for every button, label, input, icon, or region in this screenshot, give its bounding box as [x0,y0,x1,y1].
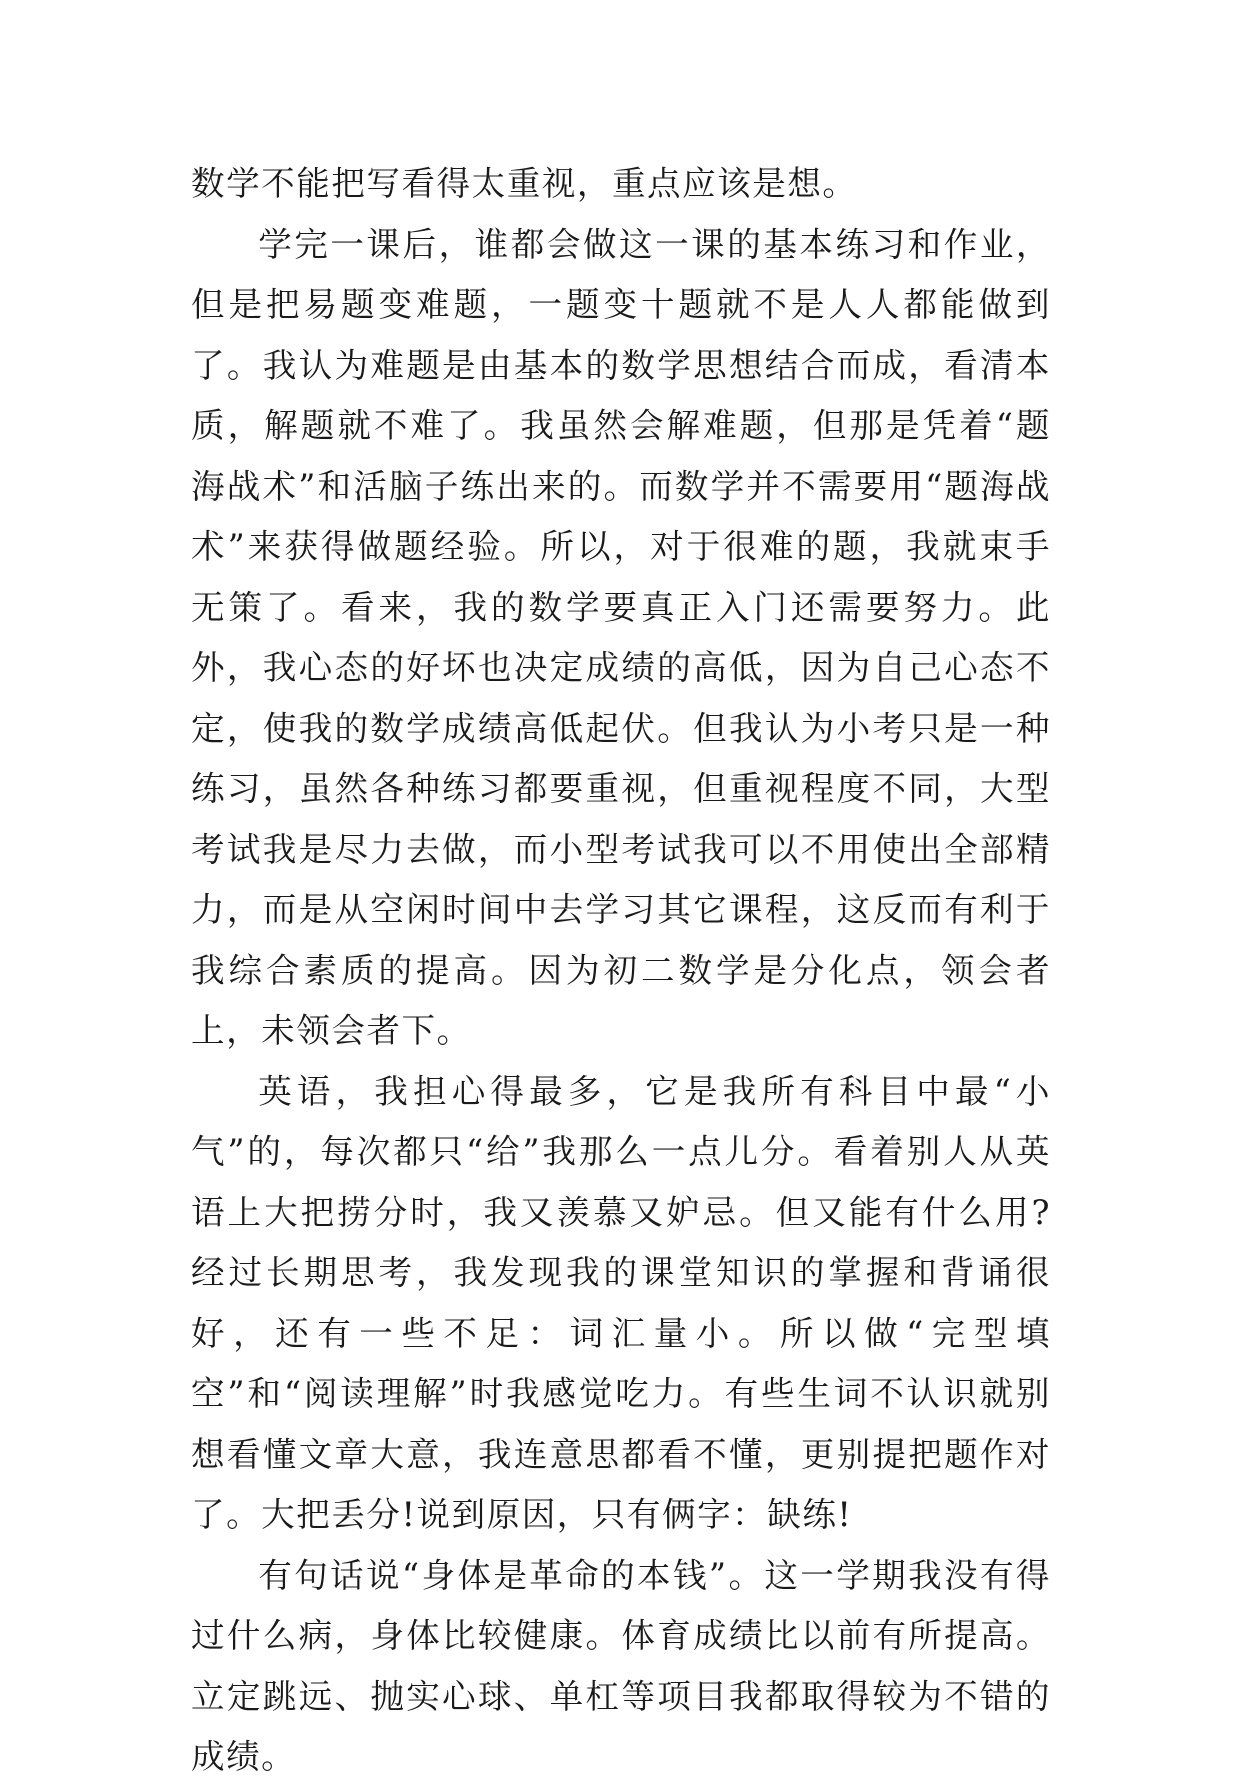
paragraph-math-practice: 学完一课后，谁都会做这一课的基本练习和作业，但是把易题变难题，一题变十题就不是人人都能做到了。我认为难题是由基本的数学思想结合而成，看清本质，解题就不难了。我虽然会解难题，但那是凭着“题海战术”和活脑子练出来的。而数学并不需要用“题海战术”来获得做题经验。所以，对于很难的题，我就束手无策了。看来，我的数学要真正入门还需要努力。此外，我心态的好坏也决定成绩的高低，因为自己心态不定，使我的数学成绩高低起伏。但我认为小考只是一种练习，虽然各种练习都要重视，但重视程度不同，大型考试我是尽力去做，而小型考试我可以不用使出全部精力，而是从空闲时间中去学习其它课程，这反而有利于我综合素质的提高。因为初二数学是分化点，领会者上，未领会者下。 [191,224,1051,1050]
document-page [191,154,1051,1788]
paragraph-english: 英语，我担心得最多，它是我所有科目中最“小气”的，每次都只“给”我那么一点儿分。看着别人从英语上大把捞分时，我又羡慕又妒忌。但又能有什么用?经过长期思考，我发现我的课堂知识的掌握和背诵很好，还有一些不足：词汇量小。所以做“完型填空”和“阅读理解”时我感觉吃力。有些生词不认识就别想看懂文章大意，我连意思都看不懂，更别提把题作对了。大把丢分!说到原因，只有俩字：缺练! [191,1071,1051,1534]
paragraph-math-writing: 数学不能把写看得太重视，重点应该是想。 [191,164,858,203]
paragraph-health: 有句话说“身体是革命的本钱”。这一学期我没有得过什么病，身体比较健康。体育成绩比以前有所提高。立定跳远、抛实心球、单杠等项目我都取得较为不错的成绩。 [191,1555,1051,1776]
